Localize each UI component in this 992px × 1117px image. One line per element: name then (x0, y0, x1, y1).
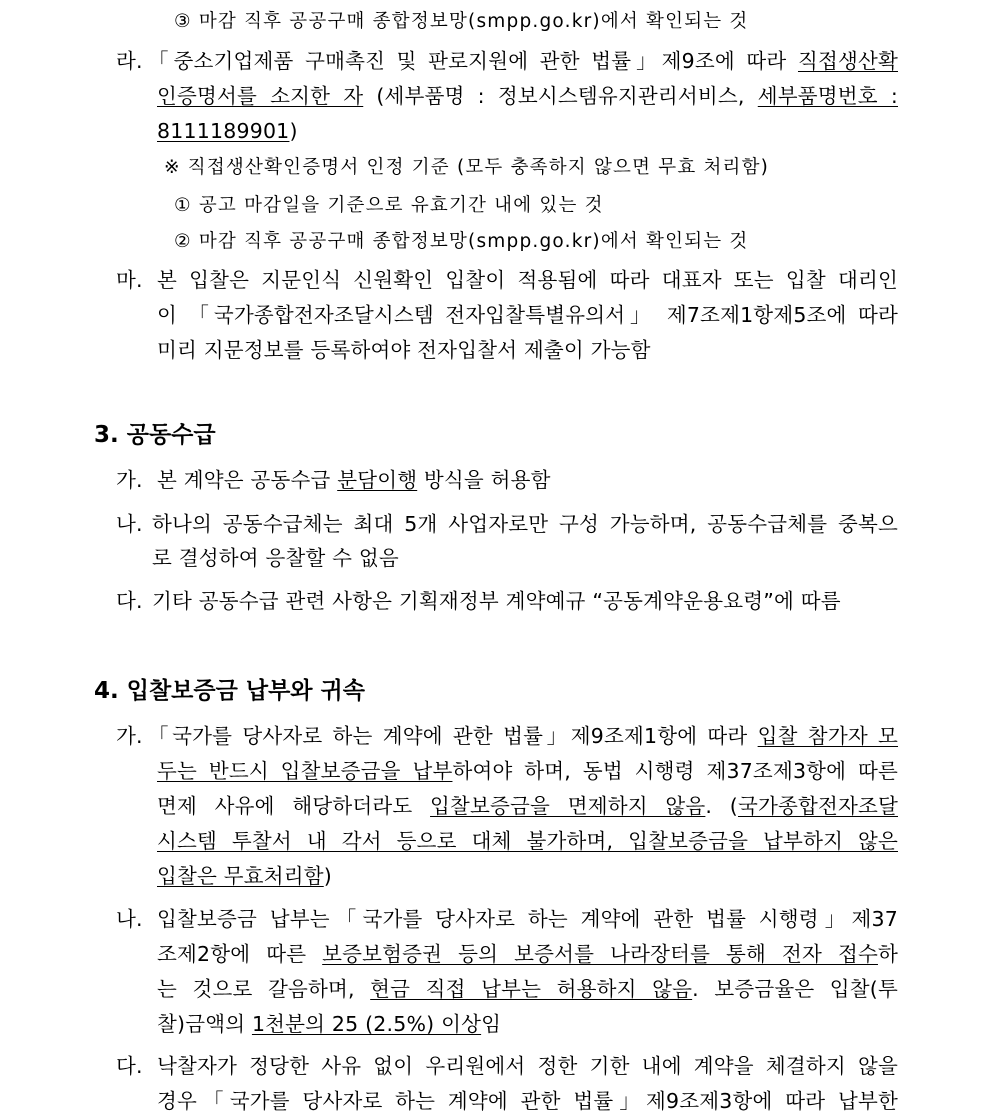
s3-item-ga-marker: 가. (116, 468, 143, 492)
s4-item-ga-line-5: 입찰은 무효처리함) (157, 864, 332, 888)
s4-item-na-marker: 나. (116, 907, 143, 931)
s3-item-na-line-1: 하나의 공동수급체는 최대 5개 사업자로만 구성 가능하며, 공동수급체를 중복으 (152, 512, 898, 536)
s4-item-da-line-1: 낙찰자가 정당한 사유 없이 우리원에서 정한 기한 내에 계약을 체결하지 않을 (157, 1054, 898, 1078)
item-ma-line-2: 이 「국가종합전자조달시스템 전자입찰특별유의서」 제7조제1항제5조에 따라 (157, 303, 898, 327)
section-3-heading: 3. 공동수급 (94, 422, 216, 448)
s4-item-ga-line-3: 면제 사유에 해당하더라도 입찰보증금을 면제하지 않음. (국가종합전자조달 (157, 794, 898, 818)
item-ma-line-3: 미리 지문정보를 등록하여야 전자입찰서 제출이 가능함 (157, 338, 651, 362)
item-ra-marker: 라. (116, 49, 143, 73)
s4-item-na-line-2: 조제2항에 따른 보증보험증권 등의 보증서를 나라장터를 통해 전자 접수하 (157, 942, 898, 966)
item-ma-line-1: 본 입찰은 지문인식 신원확인 입찰이 적용됨에 따라 대표자 또는 입찰 대리인 (157, 268, 898, 292)
certificate-criteria-note: ※ 직접생산확인증명서 인정 기준 (모두 충족하지 않으면 무효 처리함) (164, 157, 770, 178)
item-ra-line-2: 인증명서를 소지한 자 (세부품명 : 정보시스템유지관리서비스, 세부품명번호 : (157, 84, 898, 108)
s4-item-ga-marker: 가. (116, 724, 143, 748)
s3-item-da-text: 기타 공동수급 관련 사항은 기획재정부 계약예규 “공동계약운용요령”에 따름 (152, 589, 841, 613)
criterion-3-text: ③ 마감 직후 공공구매 종합정보망(smpp.go.kr)에서 확인되는 것 (174, 11, 749, 32)
section-4-heading: 4. 입찰보증금 납부와 귀속 (94, 678, 365, 704)
s3-item-na-marker: 나. (116, 512, 143, 536)
s4-item-na-line-4: 찰)금액의 1천분의 25 (2.5%) 이상임 (157, 1012, 502, 1036)
s4-item-ga-line-4: 시스템 투찰서 내 각서 등으로 대체 불가하며, 입찰보증금을 납부하지 않은 (157, 829, 898, 853)
s4-item-ga-line-2: 두는 반드시 입찰보증금을 납부하여야 하며, 동법 시행령 제37조제3항에 따른 (157, 759, 899, 783)
item-ma-marker: 마. (116, 268, 143, 292)
s4-item-da-marker: 다. (116, 1054, 143, 1078)
criterion-2-text: ② 마감 직후 공공구매 종합정보망(smpp.go.kr)에서 확인되는 것 (174, 231, 749, 252)
item-ra-line-1: 「중소기업제품 구매촉진 및 판로지원에 관한 법률」제9조에 따라 직접생산확 (148, 49, 898, 73)
s3-item-da-marker: 다. (116, 589, 143, 613)
criterion-1-text: ① 공고 마감일을 기준으로 유효기간 내에 있는 것 (174, 195, 604, 216)
s3-item-ga-text: 본 계약은 공동수급 분담이행 방식을 허용함 (157, 468, 551, 492)
s4-item-na-line-3: 는 것으로 갈음하며, 현금 직접 납부는 허용하지 않음. 보증금율은 입찰(투 (157, 977, 899, 1001)
item-ra-line-3: 8111189901) (157, 119, 298, 143)
s4-item-da-line-2: 경우「국가를 당사자로 하는 계약에 관한 법률」제9조제3항에 따라 납부한 (157, 1089, 898, 1113)
s4-item-ga-line-1: 「국가를 당사자로 하는 계약에 관한 법률」제9조제1항에 따라 입찰 참가자 모 (148, 724, 899, 748)
s3-item-na-line-2: 로 결성하여 응찰할 수 없음 (152, 546, 399, 570)
s4-item-na-line-1: 입찰보증금 납부는「국가를 당사자로 하는 계약에 관한 법률 시행령」제37 (157, 907, 898, 931)
